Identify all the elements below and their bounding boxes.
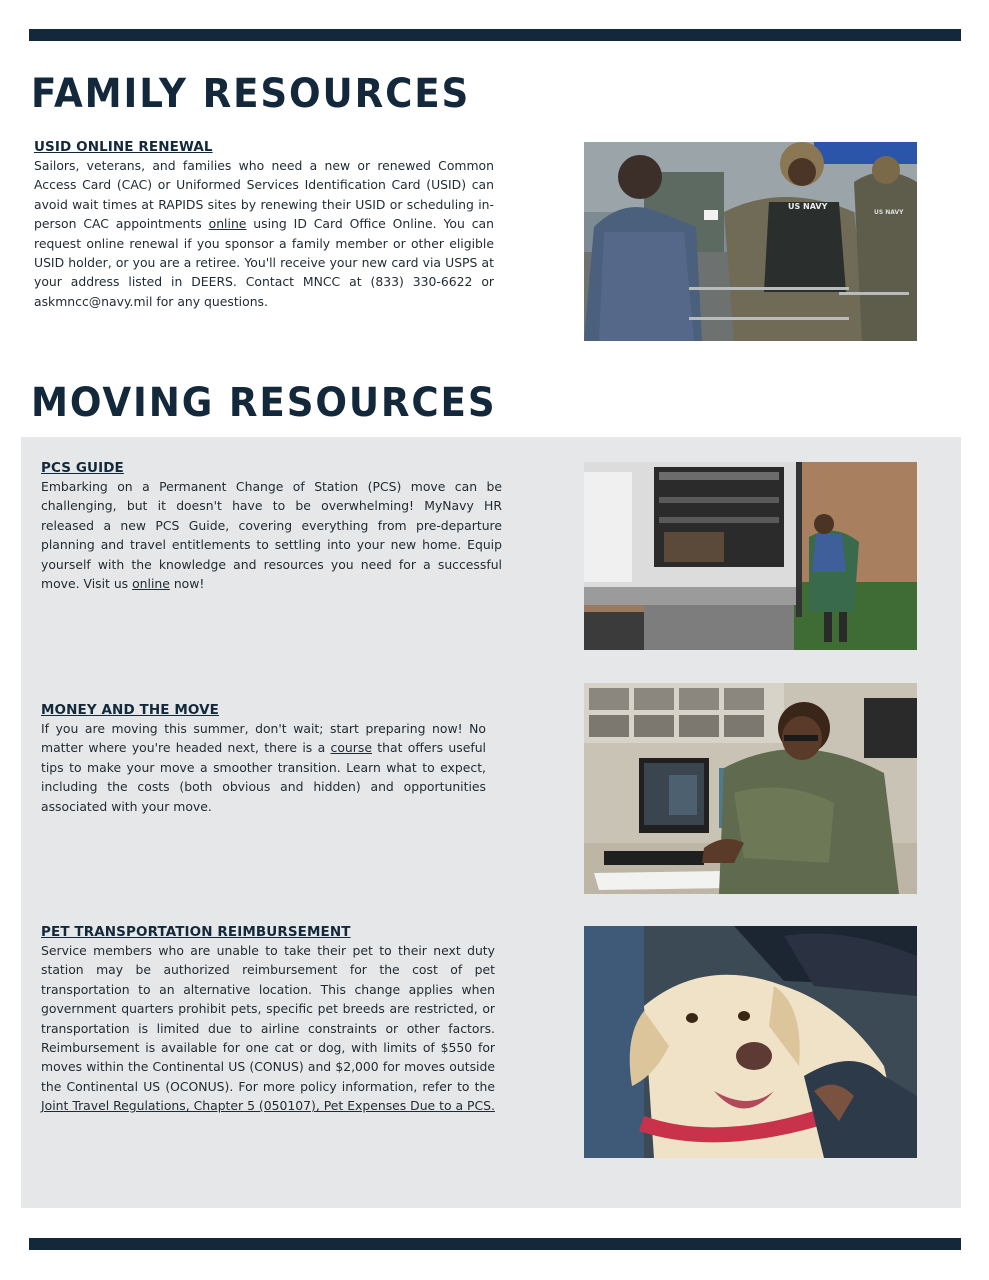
article-title: MONEY AND THE MOVE (41, 702, 220, 718)
vest-label-2: US NAVY (874, 209, 904, 216)
article-money-and-the-move (41, 702, 486, 816)
photo-sailor-at-desk (584, 683, 917, 894)
family-resources-heading: FAMILY RESOURCES (31, 71, 471, 117)
article-pcs-guide (41, 460, 502, 593)
article-usid-online-renewal (34, 139, 494, 311)
bottom-rule (29, 1238, 961, 1250)
online-link[interactable]: online (132, 575, 170, 591)
course-link[interactable]: course (330, 740, 372, 756)
vest-label: US NAVY (788, 202, 828, 211)
joint-travel-regulations-link[interactable]: Joint Travel Regulations, Chapter 5 (050107), Pet Expenses Due to a PCS. (41, 1098, 495, 1114)
article-title: PET TRANSPORTATION REIMBURSEMENT (41, 924, 351, 940)
article-body: Embarking on a Permanent Change of Station (PCS) move can be challenging, but it doesn't have to be overwhelming! MyNavy HR released a new PCS Guide, covering everything from pre-departure planning and travel entitlements to settling into your new home. Equip yourself with the knowledge and resources you need for a successful move. Visit us online now! (41, 478, 502, 591)
photo-yellow-labrador (584, 926, 917, 1158)
online-link[interactable]: online (208, 216, 247, 232)
photo-id-card-checkpoint (584, 142, 917, 341)
article-body: If you are moving this summer, don't wait; start preparing now! No matter where you're headed next, there is a course that offers useful tips to make your move a smoother transition. Learn what to expect, including the costs (both obvious and hidden) and opportunities associated with your move. (41, 720, 487, 814)
top-rule (29, 29, 961, 41)
article-title: PCS GUIDE (41, 460, 124, 476)
article-title: USID ONLINE RENEWAL (34, 139, 213, 155)
photo-moving-truck (584, 462, 917, 650)
article-pet-transportation-reimbursement (41, 924, 495, 1116)
moving-resources-heading: MOVING RESOURCES (31, 380, 497, 426)
article-body: Service members who are unable to take their pet to their next duty station may be authorized reimbursement for the cost of pet transportation to an alternative location. This change applies when government quarters prohibit pets, specific pet breeds are restricted, or transportation is limited due to airline constraints or other factors. Reimbursement is available for one cat or dog, with limits of $550 for moves within the Continental US (CONUS) and $2,000 for moves outside the Continental US (OCONUS). For more policy information, refer to the Joint Travel Regulations, Chapter 5 (050107), Pet Expenses Due to a PCS. (41, 942, 495, 1114)
article-body: Sailors, veterans, and families who need a new or renewed Common Access Card (CAC) or Uniformed Services Identification Card (USID) can avoid wait times at RAPIDS sites by renewing their USID or scheduling in-person CAC appointments online using ID Card Office Online. You can request online renewal if you sponsor a family member or other eligible USID holder, or you are a retiree. You'll receive your new card via USPS at your address listed in DEERS. Contact MNCC at (833) 330-6622 or askmncc@navy.mil for any questions. (34, 157, 494, 309)
